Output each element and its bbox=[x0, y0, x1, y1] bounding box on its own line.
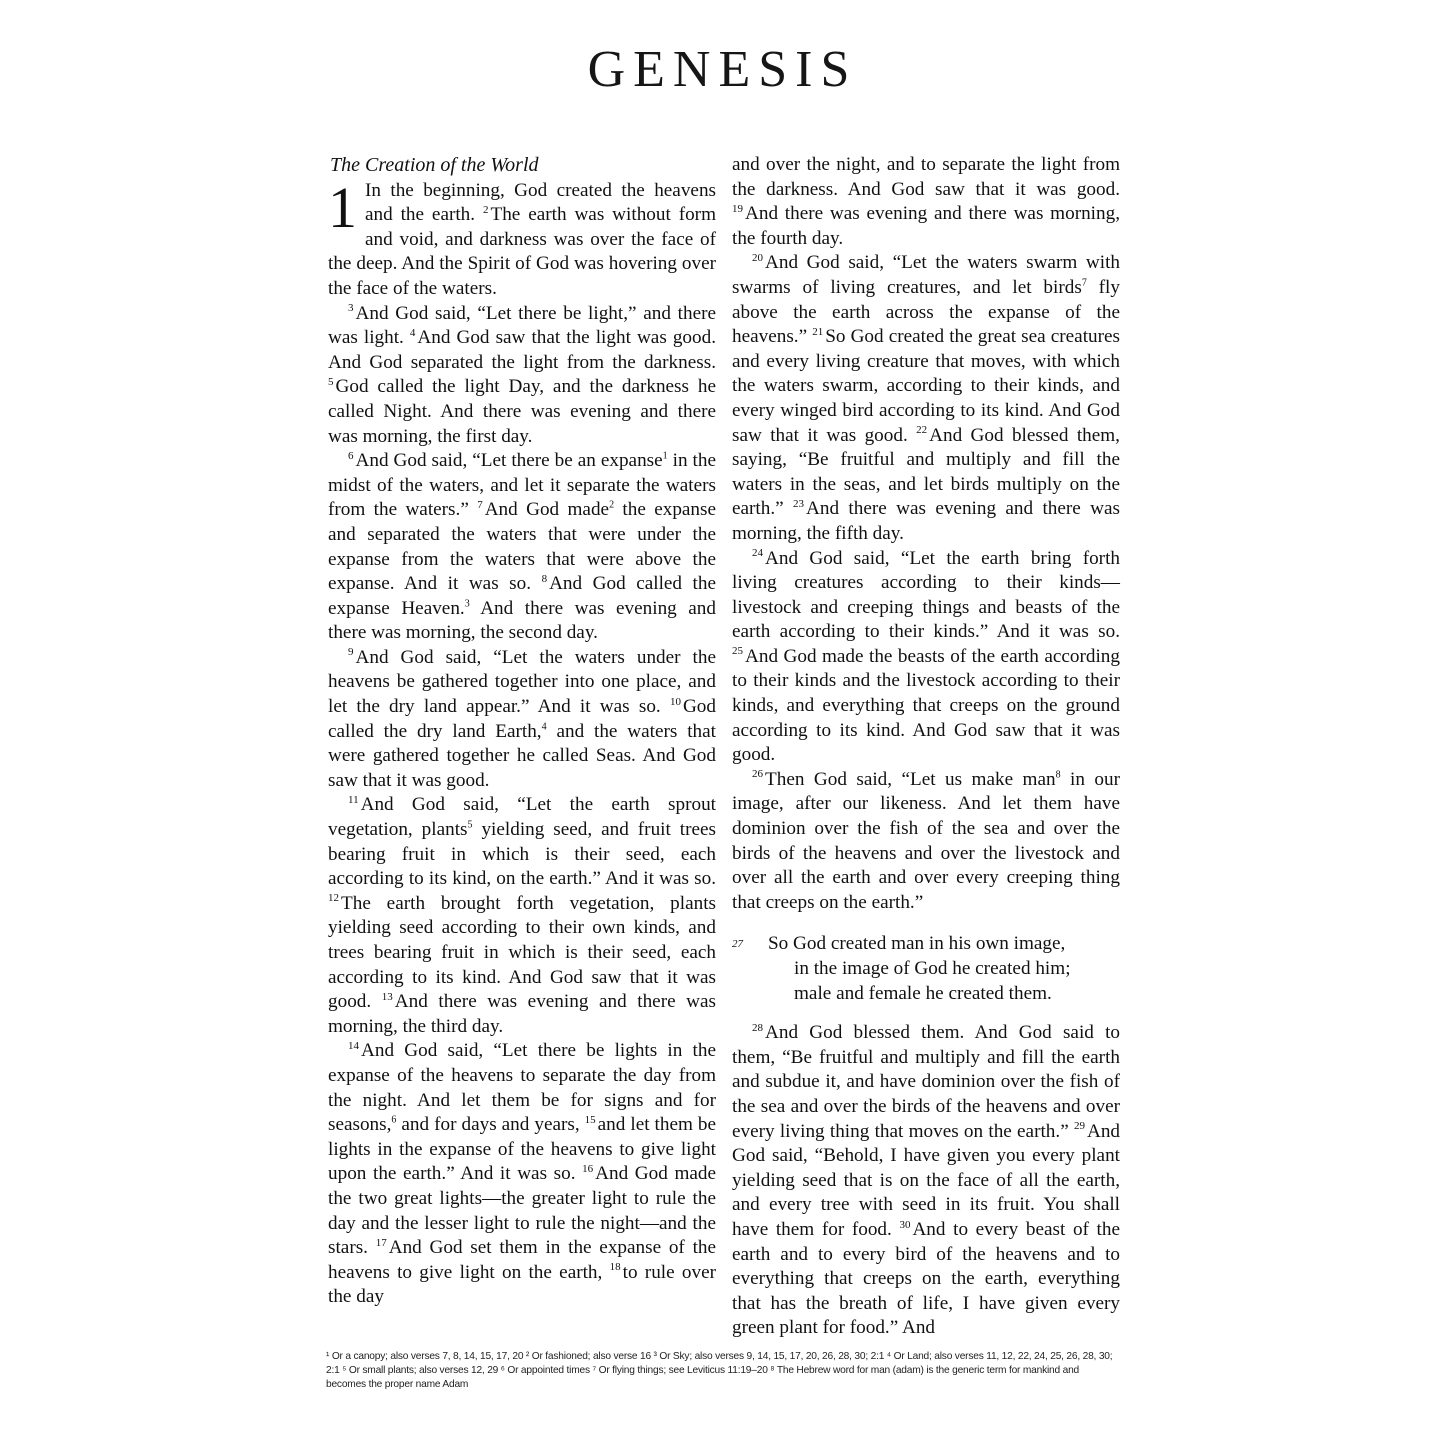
verse-paragraph: $^{20}$ And God said, “Let the waters swarm with swarms of living creatures, and let birds$^7$ fly above the earth across the expanse of the heavens.” $^{21}$ So God created the great sea creatures and every living creature that moves, with which the waters swarm, according to their kinds, and every winged bird according to its kind. And God saw that it was good. $^{22}$ And God blessed them, saying, “Be fruitful and multiply and fill the waters in the seas, and let birds multiply on the earth.” $^{23}$ And there was evening and there was morning, the fifth day. bbox=[732, 251, 1120, 544]
poem-line: in the image of God he created him; bbox=[794, 958, 1071, 979]
verse-paragraph: $^{26}$ Then God said, “Let us make man$^8$ in our image, after our likeness. And let them have dominion over the fish of the sea and over the birds of the heavens and over the livestock and over all the earth and over every creeping thing that creeps on the earth.” bbox=[732, 768, 1120, 913]
poem-block bbox=[732, 932, 1120, 1006]
left-column bbox=[328, 153, 716, 1310]
poem-line: male and female he created them. bbox=[794, 982, 1052, 1004]
verse-paragraph: $^6$ And God said, “Let there be an expanse$^1$ in the midst of the waters, and let it separate the waters from the waters.” $^7$ And God made$^2$ the expanse and separated the waters that were under the expanse from the waters that were above the expanse. And it was so. $^8$ And God called the expanse Heaven.$^3$ And there was evening and there was morning, the second day. bbox=[328, 449, 717, 644]
verse-1: 1 In the beginning, God created the heavens and the earth. $^2$ The earth was without form and void, and darkness was over the face of the deep. And the Spirit of God was hovering over the face of the waters. bbox=[328, 174, 717, 299]
poem-verse-number: 27 bbox=[732, 938, 743, 951]
poem-line: So God created man in his own image, bbox=[768, 933, 1066, 955]
verse-paragraph: $^{24}$ And God said, “Let the earth bring forth living creatures according to their kinds—livestock and creeping things and beasts of the earth according to their kinds.” And it was so. $^{25}$ And God made the beasts of the earth according to their kinds and the livestock according to their kinds, and everything that creeps on the ground according to its kind. And God saw that it was good. bbox=[732, 547, 1120, 766]
footnotes: ¹ Or a canopy; also verses 7, 8, 14, 15, 17, 20 ² Or fashioned; also verse 16 ³ Or Sky; also verses 9, 14, 15, 17, 20, 26, 28, 30; 2:1 ⁴ Or Land; also verses 11, 12, 22, 24, 25, 26, 28, 30; 2:1 ⁵ Or small plants; also verses 12, 29 ⁶ Or appointed times ⁷ Or flying things; see Leviticus 11:19–20 ⁸ The Hebrew word for man (adam) is the generic term for mankind and becomes the proper name Adam bbox=[326, 1351, 1113, 1390]
verse-paragraph: $^{11}$ And God said, “Let the earth sprout vegetation, plants$^5$ yielding seed, and fruit trees bearing fruit in which is their seed, each according to its kind, on the earth.” And it was so. $^{12}$ The earth brought forth vegetation, plants yielding seed according to their own kinds, and trees bearing fruit in which is their seed, each according to its kind. And God saw that it was good. $^{13}$ And there was evening and there was morning, the third day. bbox=[328, 794, 716, 1037]
verse-paragraph: $^3$ And God said, “Let there be light,” and there was light. $^4$ And God saw that the light was good. And God separated the light from the darkness. $^5$ God called the light Day, and the darkness he called Night. And there was evening and there was morning, the first day. bbox=[328, 302, 716, 447]
verse-paragraph: and over the night, and to separate the light from the darkness. And God saw that it was good. $^{19}$ And there was evening and there was morning, the fourth day. bbox=[732, 154, 1120, 249]
verse-paragraph: $^{28}$ And God blessed them. And God said to them, “Be fruitful and multiply and fill the earth and subdue it, and have dominion over the fish of the sea and over the birds of the heavens and over every living thing that moves on the earth.” $^{29}$ And God said, “Behold, I have given you every plant yielding seed that is on the face of all the earth, and every tree with seed in its fruit. You shall have them for food. $^{30}$ And to every beast of the earth and to every bird of the heavens and to everything that creeps on the earth, everything that has the breath of life, I have given every green plant for food.” And bbox=[732, 1021, 1121, 1339]
chapter-number: 1 bbox=[328, 174, 357, 240]
right-column bbox=[732, 153, 1120, 1341]
section-heading: The Creation of the World bbox=[330, 154, 539, 176]
verse-paragraph: $^{14}$ And God said, “Let there be lights in the expanse of the heavens to separate the day from the night. And let them be for signs and for seasons,$^6$ and for days and years, $^{15}$ and let them be lights in the expanse of the heavens to give light upon the earth.” And it was so. $^{16}$ And God made the two great lights—the greater light to rule the day and the lesser light to rule the night—and the stars. $^{17}$ And God set them in the expanse of the heavens to give light on the earth, $^{18}$ to rule over the day bbox=[328, 1039, 717, 1308]
verse-paragraph: $^9$ And God said, “Let the waters under the heavens be gathered together into one place, and let the dry land appear.” And it was so. $^{10}$ God called the dry land Earth,$^4$ and the waters that were gathered together he called Seas. And God saw that it was good. bbox=[328, 646, 716, 791]
book-title: GENESIS bbox=[587, 41, 858, 98]
